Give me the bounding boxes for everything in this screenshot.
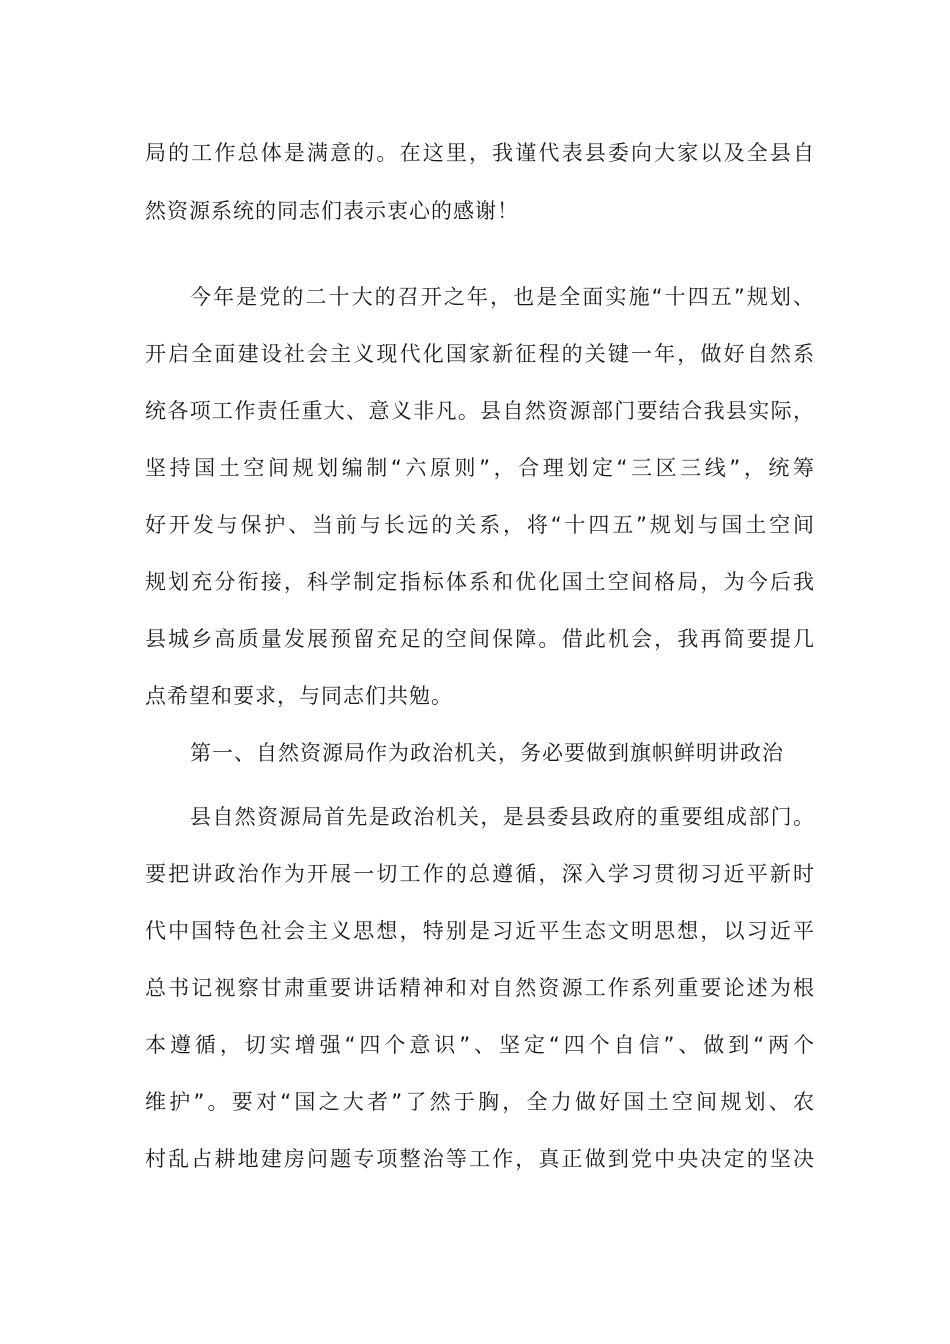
paragraph-2-line-1: 今年是党的二十大的召开之年，也是全面实施“十四五”规划、 (190, 285, 815, 309)
paragraph-2-line-8: 点希望和要求，与同志们共勉。 (145, 684, 453, 708)
paragraph-3-line-7: 村乱占耕地建房问题专项整治等工作，真正做到党中央决定的坚决 (145, 1147, 815, 1171)
paragraph-2-line-2: 开启全面建设社会主义现代化国家新征程的关键一年，做好自然系 (145, 342, 815, 366)
section-heading: 第一、自然资源局作为政治机关，务必要做到旗帜鲜明讲政治 (190, 741, 784, 765)
paragraph-3-line-1: 县自然资源局首先是政治机关，是县委县政府的重要组成部门。 (190, 805, 815, 829)
paragraph-2-line-7: 县城乡高质量发展预留充足的空间保障。借此机会，我再简要提几 (145, 627, 815, 651)
paragraph-1-line-1: 局的工作总体是满意的。在这里，我谨代表县委向大家以及全县自 (145, 141, 815, 165)
paragraph-3-line-2: 要把讲政治作为开展一切工作的总遵循，深入学习贯彻习近平新时 (145, 862, 815, 886)
paragraph-3-line-5: 本遵循，切实增强“四个意识”、坚定“四个自信”、做到“两个 (145, 1033, 815, 1057)
paragraph-2-line-5: 好开发与保护、当前与长远的关系，将“十四五”规划与国土空间 (145, 513, 815, 537)
paragraph-1-line-2: 然资源系统的同志们表示衷心的感谢！ (145, 199, 519, 223)
paragraph-3-line-3: 代中国特色社会主义思想，特别是习近平生态文明思想，以习近平 (145, 919, 815, 943)
paragraph-2-line-6: 规划充分衔接，科学制定指标体系和优化国土空间格局，为今后我 (145, 570, 815, 594)
paragraph-3-line-4: 总书记视察甘肃重要讲话精神和对自然资源工作系列重要论述为根 (145, 976, 815, 1000)
paragraph-3-line-6: 维护”。要对“国之大者”了然于胸，全力做好国土空间规划、农 (145, 1090, 815, 1114)
paragraph-2-line-4: 坚持国土空间规划编制“六原则”，合理划定“三区三线”，统筹 (145, 456, 815, 480)
paragraph-2-line-3: 统各项工作责任重大、意义非凡。县自然资源部门要结合我县实际， (145, 399, 815, 423)
